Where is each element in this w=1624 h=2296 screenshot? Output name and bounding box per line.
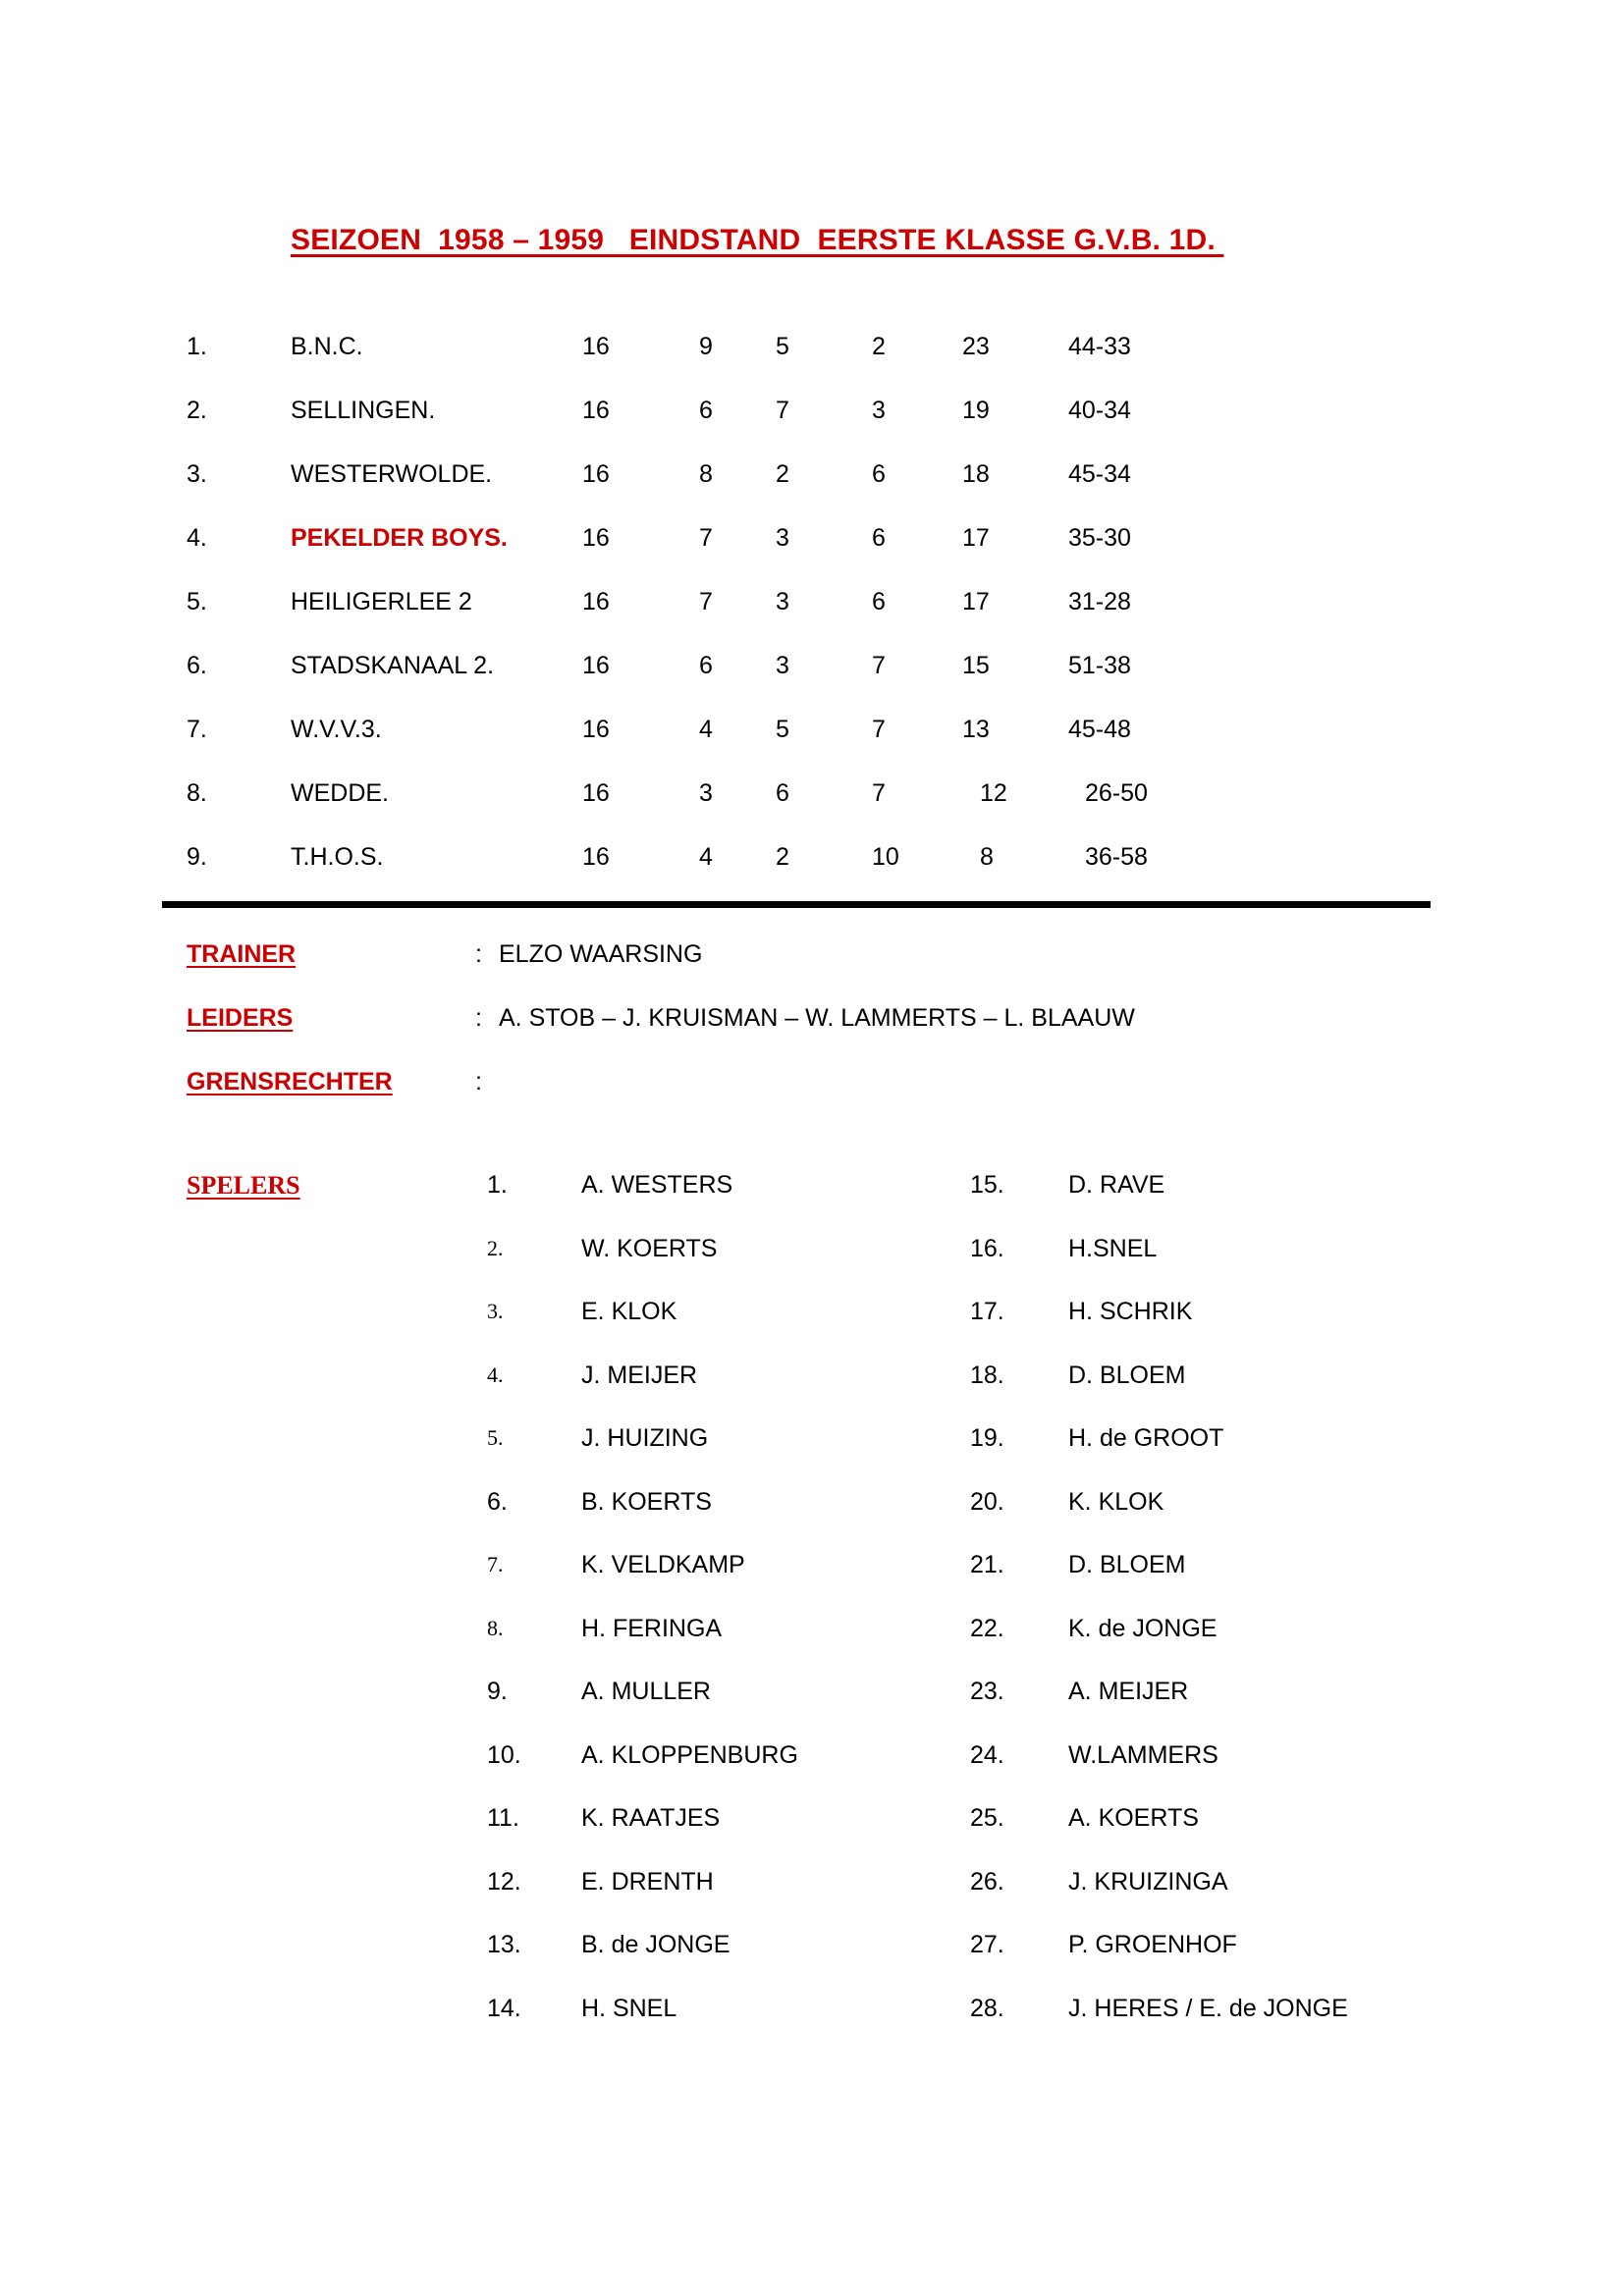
player-name: J. HUIZING <box>581 1424 709 1452</box>
player-name: E. KLOK <box>581 1298 677 1325</box>
player-number: 16. <box>970 1234 1004 1262</box>
player-number: 2. <box>487 1235 504 1260</box>
player-number: 9. <box>487 1678 508 1705</box>
players-heading: SPELERS <box>187 1171 300 1200</box>
standings-cell-goals: 51-38 <box>1068 652 1131 679</box>
standings-cell-won: 4 <box>699 843 713 871</box>
table-row <box>0 523 1624 587</box>
standings-cell-drawn: 6 <box>776 779 789 807</box>
player-number: 13. <box>487 1931 521 1958</box>
standings-cell-played: 16 <box>582 397 610 424</box>
staff-value: A. STOB – J. KRUISMAN – W. LAMMERTS – L. BLAAUW <box>499 1004 1135 1032</box>
list-item <box>0 1930 1624 1994</box>
standings-cell-won: 7 <box>699 524 713 552</box>
staff-row <box>0 1068 1624 1132</box>
player-name: P. GROENHOF <box>1068 1931 1237 1958</box>
player-name: H. SCHRIK <box>1068 1298 1193 1325</box>
staff-value: ELZO WAARSING <box>499 940 703 968</box>
staff-label-trainer: TRAINER <box>187 940 297 968</box>
standings-cell-goals: 45-34 <box>1068 460 1131 488</box>
player-number: 23. <box>970 1678 1004 1705</box>
player-name: B. KOERTS <box>581 1487 712 1516</box>
player-number: 26. <box>970 1867 1004 1896</box>
players-list <box>0 1170 1624 2056</box>
player-name: E. DRENTH <box>581 1867 714 1896</box>
player-name: J. HERES / E. de JONGE <box>1068 1994 1348 2022</box>
player-number: 8. <box>487 1615 504 1640</box>
standings-cell-team: B.N.C. <box>291 333 363 360</box>
player-number: 10. <box>487 1740 521 1769</box>
player-name: W. KOERTS <box>581 1234 718 1262</box>
standings-cell-team: HEILIGERLEE 2 <box>291 588 472 615</box>
staff-block <box>0 940 1624 1132</box>
player-number: 20. <box>970 1487 1004 1516</box>
standings-cell-points: 23 <box>962 333 990 360</box>
standings-cell-played: 16 <box>582 652 610 679</box>
standings-cell-team: WESTERWOLDE. <box>291 460 493 488</box>
standings-cell-won: 6 <box>699 652 713 679</box>
standings-cell-rank: 5. <box>187 588 207 615</box>
list-item <box>0 1677 1624 1740</box>
staff-colon: : <box>475 1068 482 1095</box>
list-item <box>0 1297 1624 1361</box>
list-item <box>0 1740 1624 1804</box>
player-number: 6. <box>487 1487 508 1516</box>
player-number: 4. <box>487 1362 504 1387</box>
list-item <box>0 1170 1624 1234</box>
player-number: 28. <box>970 1994 1004 2022</box>
table-row <box>0 842 1624 906</box>
player-name: K. KLOK <box>1068 1487 1164 1516</box>
list-item <box>0 1423 1624 1487</box>
standings-cell-won: 8 <box>699 460 713 488</box>
standings-cell-won: 7 <box>699 588 713 615</box>
list-item <box>0 1994 1624 2057</box>
standings-cell-lost: 10 <box>872 843 899 871</box>
standings-cell-points: 17 <box>962 524 990 552</box>
standings-cell-lost: 6 <box>872 460 886 488</box>
player-name: H. SNEL <box>581 1994 677 2022</box>
standings-cell-points: 12 <box>980 779 1007 807</box>
table-row <box>0 587 1624 651</box>
player-name: B. de JONGE <box>581 1931 731 1958</box>
standings-cell-lost: 6 <box>872 524 886 552</box>
standings-cell-drawn: 2 <box>776 843 789 871</box>
list-item <box>0 1361 1624 1424</box>
standings-cell-team: W.V.V.3. <box>291 716 382 743</box>
standings-cell-rank: 8. <box>187 779 207 807</box>
player-number: 17. <box>970 1298 1004 1325</box>
standings-cell-team: STADSKANAAL 2. <box>291 652 495 679</box>
player-name: A. KOERTS <box>1068 1804 1199 1832</box>
player-number: 3. <box>487 1299 504 1323</box>
standings-cell-rank: 9. <box>187 843 207 871</box>
list-item <box>0 1487 1624 1551</box>
player-name: D. RAVE <box>1068 1171 1165 1199</box>
player-name: K. de JONGE <box>1068 1614 1218 1642</box>
standings-cell-played: 16 <box>582 333 610 360</box>
standings-cell-drawn: 2 <box>776 460 789 488</box>
player-name: K. RAATJES <box>581 1804 721 1832</box>
player-name: H.SNEL <box>1068 1234 1158 1262</box>
table-row <box>0 459 1624 523</box>
standings-cell-points: 15 <box>962 652 990 679</box>
standings-cell-points: 18 <box>962 460 990 488</box>
standings-cell-goals: 35-30 <box>1068 524 1131 552</box>
player-number: 22. <box>970 1614 1004 1642</box>
player-number: 18. <box>970 1361 1004 1389</box>
standings-cell-goals: 26-50 <box>1085 779 1148 807</box>
table-row <box>0 651 1624 715</box>
standings-cell-drawn: 7 <box>776 397 789 424</box>
standings-cell-points: 8 <box>980 843 994 871</box>
standings-cell-played: 16 <box>582 588 610 615</box>
standings-cell-drawn: 5 <box>776 716 789 743</box>
player-name: D. BLOEM <box>1068 1361 1186 1389</box>
standings-cell-rank: 1. <box>187 333 207 360</box>
player-number: 5. <box>487 1425 504 1450</box>
player-name: H. de GROOT <box>1068 1424 1224 1452</box>
standings-cell-lost: 7 <box>872 779 886 807</box>
standings-cell-team: T.H.O.S. <box>291 843 384 871</box>
standings-cell-lost: 6 <box>872 588 886 615</box>
standings-cell-won: 3 <box>699 779 713 807</box>
player-number: 19. <box>970 1424 1004 1452</box>
table-row <box>0 715 1624 778</box>
standings-cell-drawn: 3 <box>776 652 789 679</box>
standings-cell-rank: 2. <box>187 397 207 424</box>
standings-cell-team: SELLINGEN. <box>291 397 436 424</box>
standings-cell-played: 16 <box>582 716 610 743</box>
player-number: 1. <box>487 1171 508 1199</box>
standings-cell-lost: 2 <box>872 333 886 360</box>
standings-cell-lost: 7 <box>872 652 886 679</box>
standings-cell-won: 4 <box>699 716 713 743</box>
player-name: J. KRUIZINGA <box>1068 1867 1228 1896</box>
staff-row <box>0 940 1624 1004</box>
standings-cell-rank: 6. <box>187 652 207 679</box>
player-number: 14. <box>487 1994 521 2022</box>
player-number: 27. <box>970 1931 1004 1958</box>
standings-cell-drawn: 5 <box>776 333 789 360</box>
standings-cell-won: 9 <box>699 333 713 360</box>
player-number: 7. <box>487 1552 504 1576</box>
player-name: A. KLOPPENBURG <box>581 1740 798 1769</box>
player-name: A. MEIJER <box>1068 1678 1189 1705</box>
standings-cell-lost: 7 <box>872 716 886 743</box>
player-number: 24. <box>970 1740 1004 1769</box>
standings-cell-rank: 4. <box>187 524 207 552</box>
staff-row <box>0 1004 1624 1068</box>
standings-cell-goals: 31-28 <box>1068 588 1131 615</box>
standings-cell-rank: 3. <box>187 460 207 488</box>
staff-colon: : <box>475 1004 482 1032</box>
player-name: K. VELDKAMP <box>581 1551 745 1578</box>
player-name: D. BLOEM <box>1068 1551 1186 1578</box>
player-name: A. WESTERS <box>581 1171 733 1199</box>
section-divider <box>162 901 1431 908</box>
standings-cell-played: 16 <box>582 460 610 488</box>
standings-cell-played: 16 <box>582 843 610 871</box>
player-number: 12. <box>487 1867 521 1896</box>
player-number: 21. <box>970 1551 1004 1578</box>
standings-cell-points: 17 <box>962 588 990 615</box>
standings-cell-points: 19 <box>962 397 990 424</box>
standings-cell-drawn: 3 <box>776 588 789 615</box>
player-number: 11. <box>487 1804 519 1832</box>
table-row <box>0 778 1624 842</box>
player-number: 25. <box>970 1804 1004 1832</box>
player-name: A. MULLER <box>581 1678 711 1705</box>
list-item <box>0 1803 1624 1867</box>
standings-cell-played: 16 <box>582 779 610 807</box>
player-name: W.LAMMERS <box>1068 1740 1218 1769</box>
standings-cell-team: PEKELDER BOYS. <box>291 524 508 552</box>
player-name: J. MEIJER <box>581 1361 698 1389</box>
list-item <box>0 1550 1624 1614</box>
standings-cell-goals: 40-34 <box>1068 397 1131 424</box>
table-row <box>0 332 1624 396</box>
list-item <box>0 1234 1624 1298</box>
list-item <box>0 1867 1624 1931</box>
standings-cell-rank: 7. <box>187 716 207 743</box>
standings-cell-drawn: 3 <box>776 524 789 552</box>
standings-cell-team: WEDDE. <box>291 779 389 807</box>
standings-cell-played: 16 <box>582 524 610 552</box>
standings-cell-goals: 36-58 <box>1085 843 1148 871</box>
list-item <box>0 1614 1624 1678</box>
player-number: 15. <box>970 1171 1004 1199</box>
standings-cell-goals: 45-48 <box>1068 716 1131 743</box>
staff-colon: : <box>475 940 482 968</box>
standings-cell-goals: 44-33 <box>1068 333 1131 360</box>
table-row <box>0 396 1624 459</box>
standings-table <box>0 332 1624 906</box>
staff-label-leiders: LEIDERS <box>187 1004 294 1032</box>
standings-cell-won: 6 <box>699 397 713 424</box>
standings-cell-lost: 3 <box>872 397 886 424</box>
staff-label-grensrechter: GRENSRECHTER <box>187 1068 393 1095</box>
player-name: H. FERINGA <box>581 1614 723 1642</box>
page-title: SEIZOEN 1958 – 1959 EINDSTAND EERSTE KLASSE G.V.B. 1D. <box>291 224 1224 256</box>
standings-cell-points: 13 <box>962 716 990 743</box>
